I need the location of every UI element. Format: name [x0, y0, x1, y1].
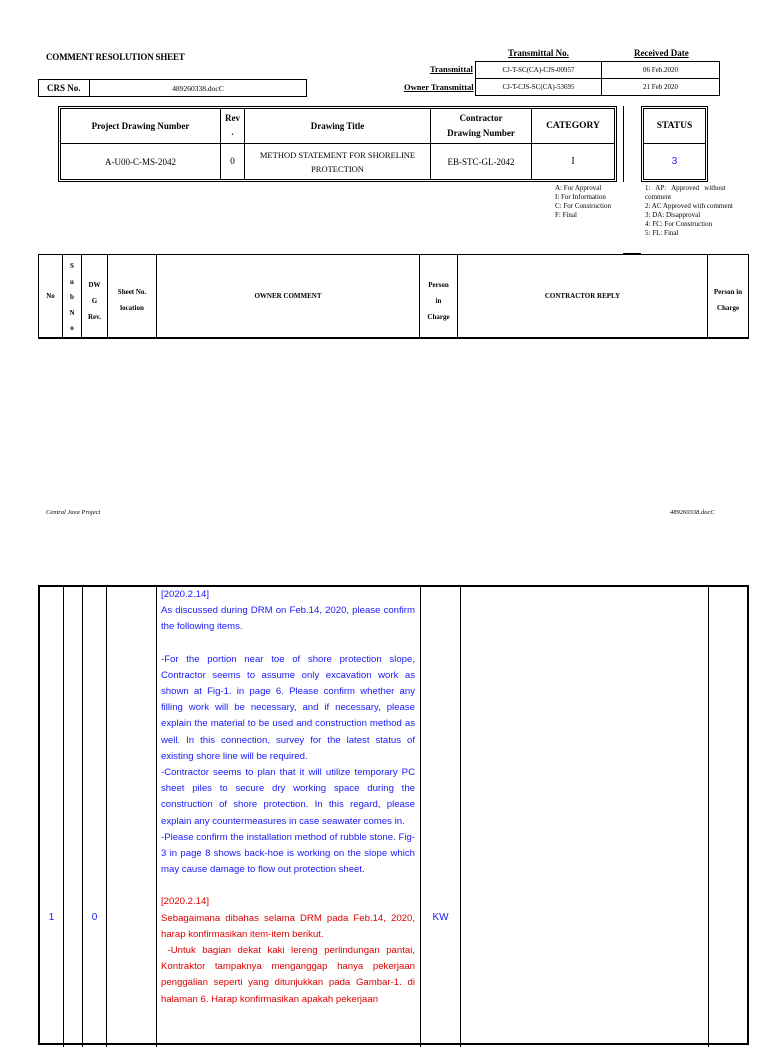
status-legend-item: 3: DA: Disapproval — [645, 211, 701, 219]
hdr-dwg-rev-line: Rev. — [87, 313, 102, 321]
crs-box — [38, 79, 307, 97]
row-contractor-drawing-number: EB-STC-GL-2042 — [447, 156, 515, 167]
hdr-dwg-rev — [82, 277, 107, 325]
hdr-sub-no — [63, 259, 81, 337]
comment-paragraph: [2020.2.14] — [161, 896, 210, 908]
cr-v5 — [420, 587, 421, 1047]
comment-table-header — [38, 254, 749, 339]
owner-comment-english — [161, 587, 415, 878]
category-legend — [555, 184, 611, 220]
hdr-project-drawing-number: Project Drawing Number — [91, 121, 190, 131]
cr-v3 — [106, 587, 107, 1047]
comment-paragraph: As discussed during DRM on Feb.14, 2020, please confirm the following items. — [161, 605, 415, 633]
owner-transmittal-date: 21 Feb 2020 — [643, 83, 678, 91]
row-no: 1 — [48, 912, 55, 923]
grid-hline — [476, 78, 719, 79]
hdr-drawing-title: Drawing Title — [310, 121, 365, 131]
hdr-pic1-line: Person — [428, 281, 449, 289]
row-dwg-rev: 0 — [91, 912, 98, 923]
comment-paragraph: -For the portion near toe of shore protection slope, Contractor seems to assume only excavation work as shown at Fig-1. in page 6. Please confirm whether any filling work will be necessary, and if necessary, please explain the material to be used and construction method as well. In this connection, survey for the latest status of existing shore line will be required. — [161, 653, 415, 762]
hdr-no: No — [46, 292, 55, 300]
crs-label: CRS No. — [47, 83, 81, 93]
drawing-table — [58, 106, 617, 182]
comment-row — [38, 585, 749, 1045]
row-person-in-charge: KW — [432, 912, 449, 923]
owner-transmittal-label: Owner Transmittal — [404, 82, 474, 92]
status-legend — [645, 184, 745, 238]
separator-line — [623, 106, 624, 182]
row-status: 3 — [671, 156, 678, 167]
hdr-owner-comment: OWNER COMMENT — [254, 292, 322, 300]
hdr-contractor-reply: CONTRACTOR REPLY — [544, 292, 621, 300]
hdr-dwg-rev-line: G — [91, 297, 98, 305]
comment-paragraph: -Please confirm the installation method of rubble stone. Fig-3 in page 8 shows back-hoe is working on the slope which may cause damage to flow out protection sheet. — [161, 831, 415, 876]
row-drawing-title: METHOD STATEMENT FOR SHORELINE PROTECTION — [259, 149, 416, 174]
crs-value: 489260338.docC — [172, 84, 224, 93]
cr-v1 — [63, 587, 64, 1047]
status-legend-item: 1: AP: Approved without comment — [645, 184, 728, 201]
hdr-category: CATEGORY — [546, 121, 600, 131]
hdr-sub-no-char: b — [70, 293, 74, 301]
transmittal-no-label: Transmittal No. — [508, 48, 569, 58]
cr-v7 — [708, 587, 709, 1047]
received-date-label: Received Date — [634, 48, 689, 58]
hdr-person-in-charge-1 — [420, 277, 457, 325]
row-category: I — [571, 156, 575, 167]
sheet-title: COMMENT RESOLUTION SHEET — [46, 52, 185, 62]
owner-comment-indonesian — [161, 894, 418, 1007]
footer-right: 489260338.docC — [670, 509, 715, 516]
row-project-drawing-number: A-U00-C-MS-2042 — [105, 156, 176, 167]
comment-paragraph: Sebagaimana dibahas selama DRM pada Feb.14, 2020, harap konfirmasikan item-item berikut. — [161, 912, 415, 940]
hdr-sub-no-char: N — [69, 308, 75, 317]
owner-comment-text — [161, 587, 418, 1008]
hdr-contractor-drawing-number: Contractor Drawing Number — [447, 113, 515, 138]
category-legend-item: C: For Construction — [555, 202, 612, 210]
transmittal-grid — [475, 61, 720, 96]
hdr-dwg-rev-line: DW — [88, 281, 101, 289]
footer-left: Central Java Project — [46, 509, 101, 516]
hdr-sub-no-char: o — [70, 324, 74, 332]
comment-paragraph: [2020.2.14] — [161, 589, 210, 600]
hdr-sub-no-char: u — [70, 277, 74, 286]
status-legend-item: 5: FL: Final — [645, 229, 679, 237]
hdr-rev-dot: . — [231, 127, 234, 137]
hdr-pic1-line: in — [435, 297, 442, 305]
owner-transmittal-no: CJ-T-CJS-SC(CA)-53695 — [502, 83, 575, 91]
category-legend-item: F: Final — [555, 211, 577, 219]
cr-v2 — [82, 587, 83, 1047]
hdr-sheet-no-line: Sheet No. — [117, 288, 147, 296]
hdr-sub-no-char: S — [70, 262, 74, 270]
transmittal-no: CJ-T-SC(CA)-CJS-00957 — [502, 66, 575, 74]
category-legend-item: A: For Approval — [555, 184, 602, 192]
status-legend-item: 2: AC Approved with comment — [645, 202, 733, 210]
hdr-pic2-line: Charge — [716, 304, 740, 312]
comment-paragraph: -Untuk bagian dekat kaki lereng perlindungan pantai, Kontraktor tampaknya menganggap hanya pekerjaan penggalian seperti yang ditunjukkan pada Gambar-1. di halaman 6. Harap konfirmasikan apakah pekerjaan — [161, 945, 418, 1005]
hdr-sheet-no — [108, 284, 156, 316]
cr-v4 — [156, 587, 157, 1047]
hdr-pic1-line: Charge — [427, 313, 450, 321]
paragraph-gap — [161, 878, 415, 894]
hdr-pic2-line: Person in — [713, 288, 743, 296]
category-legend-item: I: For Information — [555, 193, 606, 201]
paragraph-gap — [161, 636, 415, 652]
cr-v6 — [460, 587, 461, 1047]
status-legend-item: 4: FC: For Construction — [645, 220, 713, 228]
hdr-status: STATUS — [656, 121, 693, 131]
hdr-sheet-no-line: location — [120, 304, 144, 312]
hdr-rev-label: Rev — [225, 113, 240, 123]
transmittal-date: 06 Feb.2020 — [643, 66, 678, 74]
row-rev: 0 — [230, 156, 235, 167]
transmittal-label: Transmittal — [430, 64, 473, 74]
hdr-rev — [221, 111, 244, 139]
hdr-person-in-charge-2 — [708, 284, 748, 316]
status-table — [641, 106, 708, 182]
comment-paragraph: -Contractor seems to plan that it will utilize temporary PC sheet piles to secure dry working space during the construction of shore protection. In this regard, please explain any countermeasures in case seawater comes in. — [161, 767, 415, 827]
